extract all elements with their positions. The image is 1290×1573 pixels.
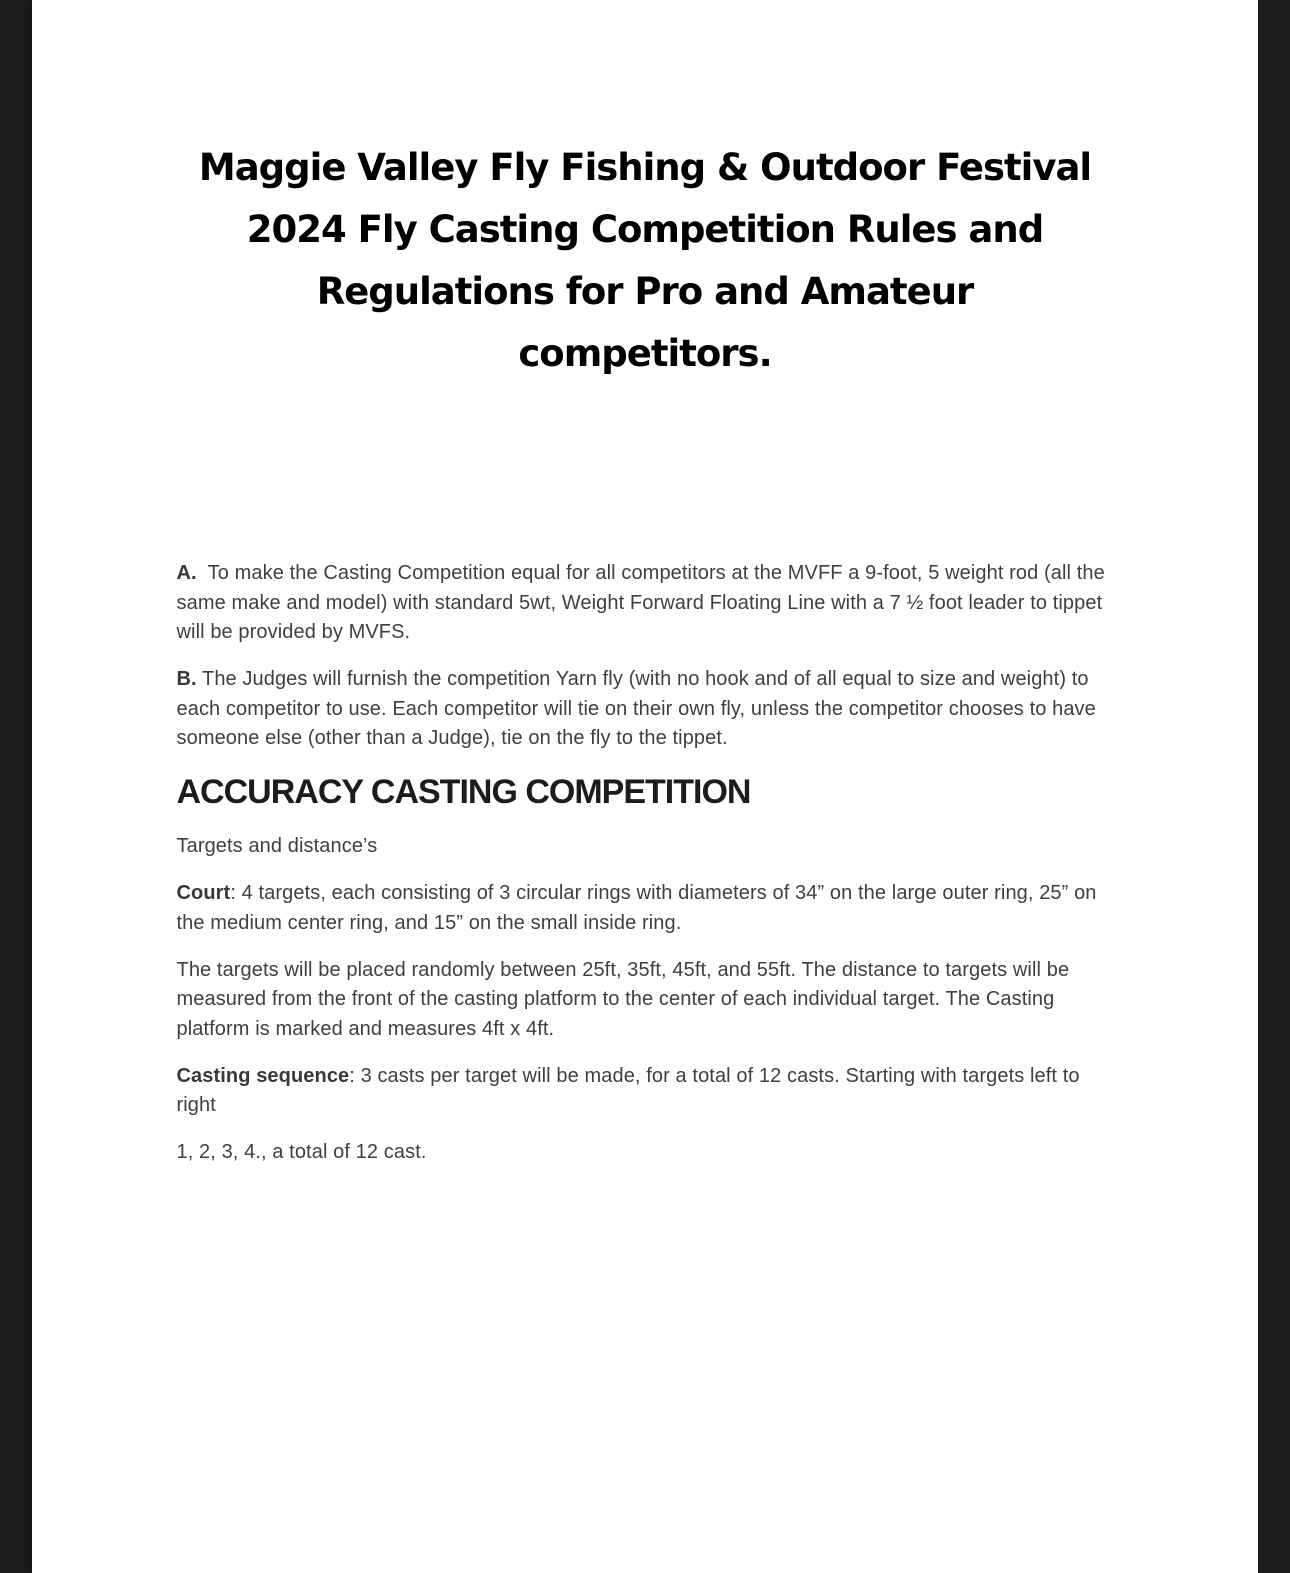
left-gutter — [0, 0, 32, 1573]
target-placement-text: The targets will be placed randomly between 25ft, 35ft, 45ft, and 55ft. The distance to targets will be measured from the front of the casting platform to the center of each individual target. The Casting platform is marked and measures 4ft x 4ft. — [176, 958, 1075, 1040]
paragraph-casting-sequence — [177, 1062, 1114, 1121]
title-line-2: 2024 Fly Casting Competition Rules and — [246, 208, 1044, 251]
title-line-1: Maggie Valley Fly Fishing & Outdoor Festival — [198, 146, 1092, 189]
casting-sequence-label: Casting sequence — [176, 1064, 350, 1087]
rule-a-text: To make the Casting Competition equal for all competitors at the MVFF a 9-foot, 5 weight rod (all the same make and model) with standard 5wt, Weight Forward Floating Line with a 7 ½ foot leader to tippet will be provided by MVFS. — [176, 562, 1111, 643]
paragraph-rule-b — [177, 665, 1114, 754]
title-line-4: competitors. — [518, 332, 772, 375]
title-line-3: Regulations for Pro and Amateur — [316, 270, 974, 313]
right-gutter — [1258, 0, 1290, 1573]
cast-total-text: 1, 2, 3, 4., a total of 12 cast. — [176, 1141, 427, 1163]
paragraph-targets-distances — [177, 832, 1114, 862]
paragraph-court — [177, 879, 1114, 938]
targets-distances-text: Targets and distance’s — [176, 835, 378, 857]
document-title — [177, 137, 1114, 385]
document-page — [32, 0, 1258, 1573]
paragraph-cast-total — [177, 1138, 1114, 1168]
rule-b-text: The Judges will furnish the competition Yarn fly (with no hook and of all equal to size and weight) to each competitor to use. Each competitor will tie on their own fly, unless the competitor chooses to have someone else (other than a Judge), tie on the fly to the tippet. — [176, 668, 1102, 749]
casting-sequence-text: : 3 casts per target will be made, for a total of 12 casts. Starting with targets left to right — [176, 1064, 1086, 1116]
rule-a-label: A. — [176, 562, 197, 584]
paragraph-rule-a — [177, 559, 1114, 648]
court-label: Court — [176, 882, 231, 904]
court-text: : 4 targets, each consisting of 3 circular rings with diameters of 34” on the large outer ring, 25” on the medium center ring, and 15” on the small inside ring. — [176, 882, 1103, 934]
rule-b-label: B. — [176, 668, 197, 690]
paragraph-target-placement — [177, 956, 1114, 1045]
page-content — [177, 137, 1114, 1168]
accuracy-section-heading: ACCURACY CASTING COMPETITION — [176, 773, 751, 811]
